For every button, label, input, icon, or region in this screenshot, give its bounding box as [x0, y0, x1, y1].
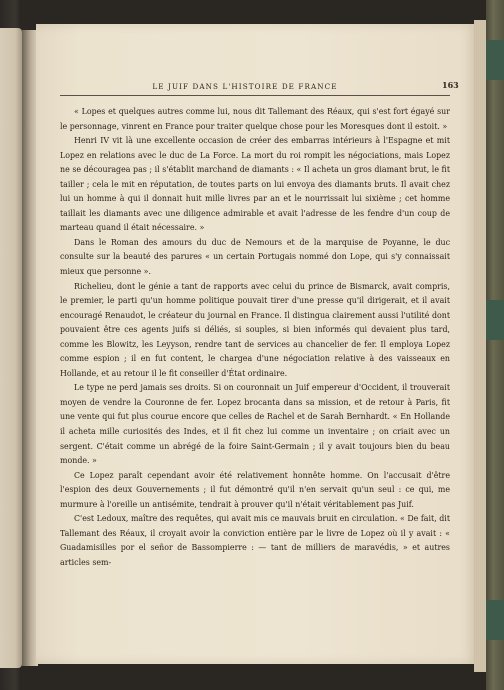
- page-number: 163: [442, 80, 459, 90]
- left-page-edge: [0, 28, 22, 668]
- paragraph: Richelieu, dont le génie a tant de rapports avec celui du prince de Bismarck, avait compris, le premier, le parti qu'un homme politique pouvait tirer d'une presse qu'il dirigerait, et il avait encouragé Renaudot, le créateur du journal en France. Il distingua clairement aussi l'utilité dont pouvaient être ces agents juifs si déliés, si souples, si bien informés qui devaient plus tard, comme les Blowitz, les Leyyson, rendre tant de services au chancelier de fer. Il employa Lopez comme espion ; il en fut content, le chargea d'une négociation relative à des vaisseaux en Hollande, et au retour il le fit conseiller d'État ordinaire.: [60, 281, 450, 378]
- paragraph: Ce Lopez paraît cependant avoir été relativement honnête homme. On l'accusait d'être l'espion des deux Gouvernements ; il fut démontré qu'il n'en servait qu'un seul : ce qui, me murmure à l'oreille un antisémite, tendrait à prouver qu'il n'était véritablement pas Juif.: [60, 470, 450, 509]
- paragraph: Henri IV vit là une excellente occasion de créer des embarras intérieurs à l'Espagne et mit Lopez en relations avec le duc de La Force. La mort du roi rompit les négociations, mais Lopez ne se découragea pas ; il s'établit marchand de diamants : « Il acheta un gros diamant brut, le fit tailler ; cela le mit en réputation, de toutes parts on lui envoya des diamants bruts. Il avait chez lui un homme à qui il donnait huit mille livres par an et le nourrissait lui sixième ; cet homme taillait les diamants avec une diligence admirable et avait l'adresse de les fendre d'un coup de marteau quand il était nécessaire. »: [60, 136, 450, 233]
- paragraph: Dans le Roman des amours du duc de Nemours et de la marquise de Poyanne, le duc consulte sur la beauté des parures « un certain Portugais nommé don Lope, qui s'y connaissait mieux que personne ».: [60, 237, 450, 277]
- header-rule: [60, 95, 450, 96]
- book-spine: [486, 0, 504, 690]
- body-text: [60, 105, 450, 571]
- running-title: LE JUIF DANS L'HISTOIRE DE FRANCE: [152, 82, 338, 91]
- paragraph: Le type ne perd jamais ses droits. Si on couronnait un Juif empereur d'Occident, il trouverait moyen de vendre la Couronne de fer. Lopez brocanta dans sa mission, et de retour à Paris, fit une vente qui fut plus courue encore que celles de Rachel et de Sarah Bernhardt. « En Hollande il acheta mille curiosités des Indes, et il fit chez lui comme un inventaire ; on criait avec un sergent. C'était comme un abrégé de la foire Saint-Germain ; il y avait toujours bien du beau monde. »: [60, 383, 450, 466]
- paragraph: C'est Ledoux, maître des requêtes, qui avait mis ce mauvais bruit en circulation. « De fait, dit Tallemant des Réaux, il croyait avoir la conviction entière par le livre de Lopez où il y avait : « Guadamisilles por el señor de Bassompierre : — tant de milliers de maravédis, » et autres articles sem-: [60, 514, 450, 567]
- spine-band: [486, 600, 504, 640]
- spine-band: [486, 300, 504, 340]
- spine-band: [486, 40, 504, 80]
- paragraph: « Lopes et quelques autres comme lui, nous dit Tallemant des Réaux, qui s'est fort égayé sur le personnage, vinrent en France pour traiter quelque chose pour les Moresques dont il estoit. »: [60, 107, 450, 131]
